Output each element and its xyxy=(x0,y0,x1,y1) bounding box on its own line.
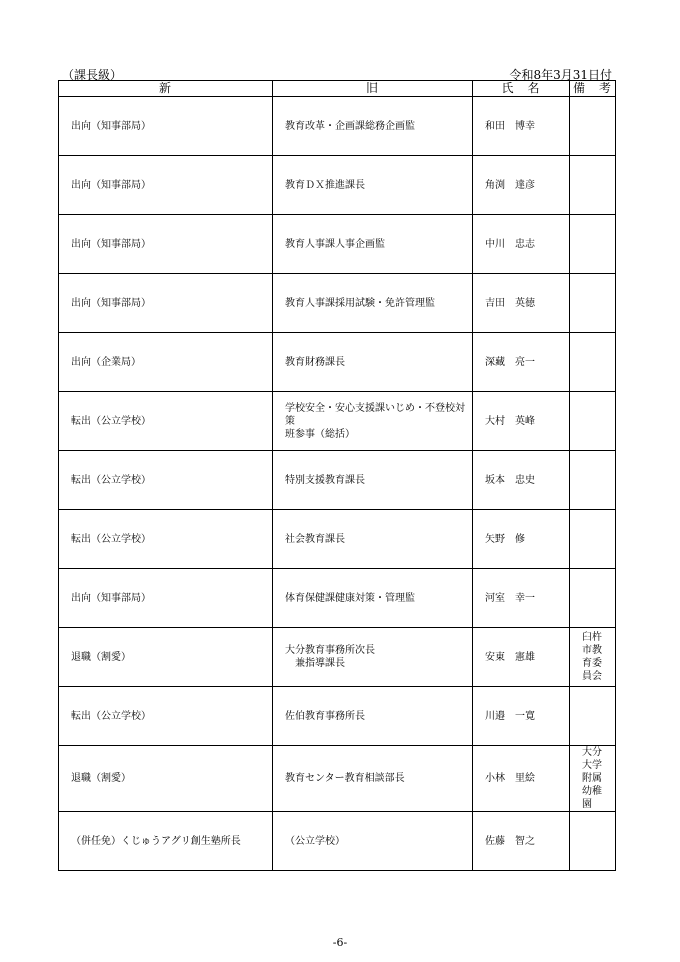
note xyxy=(570,451,616,510)
note xyxy=(570,333,616,392)
old-position: 大分教育事務所次長 兼指導課長 xyxy=(273,628,473,687)
table-row xyxy=(59,687,616,746)
note xyxy=(570,215,616,274)
note xyxy=(570,812,616,871)
old-position: 教育センター教育相談部長 xyxy=(273,746,473,812)
old-position: 佐伯教育事務所長 xyxy=(273,687,473,746)
old-position: 学校安全・安心支援課いじめ・不登校対策 班参事（総括） xyxy=(273,392,473,451)
note: 大分大学附属幼稚園 xyxy=(570,746,616,812)
note: 臼杵市教育委員会 xyxy=(570,628,616,687)
person-name: 安東 憲雄 xyxy=(473,628,570,687)
person-name: 矢野 修 xyxy=(473,510,570,569)
new-position: 退職（割愛） xyxy=(59,746,273,812)
note xyxy=(570,274,616,333)
new-position: （併任免）くじゅうアグリ創生塾所長 xyxy=(59,812,273,871)
person-name: 川邉 一寛 xyxy=(473,687,570,746)
old-position: 教育改革・企画課総務企画監 xyxy=(273,97,473,156)
table-row xyxy=(59,510,616,569)
new-position: 転出（公立学校） xyxy=(59,392,273,451)
note xyxy=(570,97,616,156)
table-row xyxy=(59,746,616,812)
column-header-old: 旧 xyxy=(273,81,473,97)
note xyxy=(570,510,616,569)
old-position: 体育保健課健康対策・管理監 xyxy=(273,569,473,628)
page-number: -6- xyxy=(332,936,348,949)
old-position: 社会教育課長 xyxy=(273,510,473,569)
person-name: 小林 里絵 xyxy=(473,746,570,812)
table-row xyxy=(59,451,616,510)
note xyxy=(570,392,616,451)
table-row xyxy=(59,812,616,871)
table-row xyxy=(59,215,616,274)
note xyxy=(570,156,616,215)
new-position: 転出（公立学校） xyxy=(59,687,273,746)
old-position: 特別支援教育課長 xyxy=(273,451,473,510)
table-header-row xyxy=(59,81,616,97)
person-name: 吉田 英徳 xyxy=(473,274,570,333)
new-position: 出向（知事部局） xyxy=(59,569,273,628)
column-header-note: 備 考 xyxy=(570,81,616,97)
effective-date: 令和8年3月31日付 xyxy=(509,68,612,82)
note xyxy=(570,569,616,628)
personnel-table xyxy=(58,80,616,871)
table-row xyxy=(59,97,616,156)
table-row xyxy=(59,628,616,687)
person-name: 和田 博幸 xyxy=(473,97,570,156)
old-position: 教育人事課採用試験・免許管理監 xyxy=(273,274,473,333)
person-name: 深藏 亮一 xyxy=(473,333,570,392)
old-position: （公立学校） xyxy=(273,812,473,871)
note xyxy=(570,687,616,746)
person-name: 坂本 忠史 xyxy=(473,451,570,510)
new-position: 転出（公立学校） xyxy=(59,510,273,569)
table-row xyxy=(59,274,616,333)
person-name: 中川 忠志 xyxy=(473,215,570,274)
person-name: 大村 英峰 xyxy=(473,392,570,451)
person-name: 河室 幸一 xyxy=(473,569,570,628)
table-row xyxy=(59,156,616,215)
new-position: 退職（割愛） xyxy=(59,628,273,687)
new-position: 出向（知事部局） xyxy=(59,97,273,156)
column-header-name: 氏 名 xyxy=(473,81,570,97)
new-position: 転出（公立学校） xyxy=(59,451,273,510)
new-position: 出向（知事部局） xyxy=(59,215,273,274)
table-row xyxy=(59,333,616,392)
column-header-new: 新 xyxy=(59,81,273,97)
category-label: （課長級） xyxy=(62,68,123,82)
new-position: 出向（知事部局） xyxy=(59,156,273,215)
old-position: 教育人事課人事企画監 xyxy=(273,215,473,274)
person-name: 角渕 達彦 xyxy=(473,156,570,215)
person-name: 佐藤 智之 xyxy=(473,812,570,871)
old-position: 教育財務課長 xyxy=(273,333,473,392)
new-position: 出向（知事部局） xyxy=(59,274,273,333)
table-row xyxy=(59,392,616,451)
old-position: 教育ＤＸ推進課長 xyxy=(273,156,473,215)
table-row xyxy=(59,569,616,628)
new-position: 出向（企業局） xyxy=(59,333,273,392)
